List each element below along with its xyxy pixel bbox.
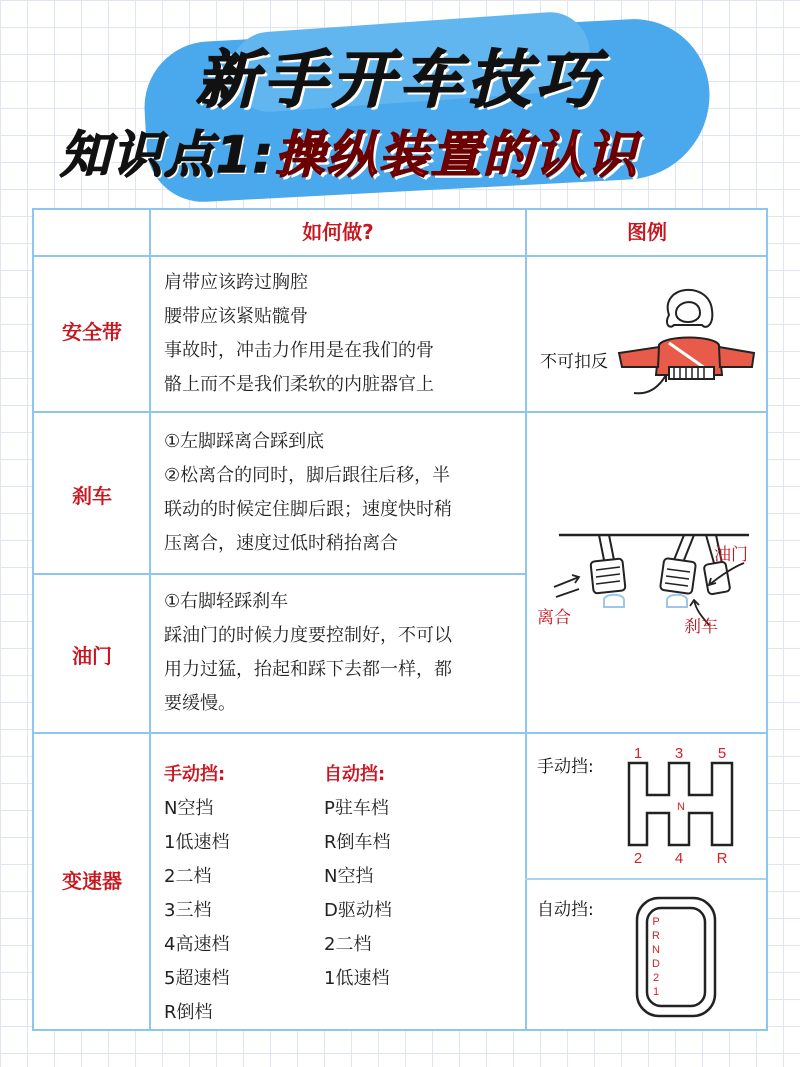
manual-shift-pattern-illustration — [624, 745, 739, 867]
brake-line: 联动的时候定住脚后跟；速度快时稍 — [164, 499, 452, 520]
brake-line: 压离合，速度过低时稍抬离合 — [164, 533, 398, 554]
manual-gear-item: N空挡 — [164, 798, 214, 819]
table-divider-row1 — [34, 411, 766, 413]
table-divider-row3 — [34, 732, 766, 734]
clutch-label: 离合 — [537, 608, 571, 628]
manual-gear-bottom-label: R — [716, 850, 728, 867]
auto-gear-letter: N — [652, 944, 660, 956]
auto-gear-item: R倒车档 — [324, 832, 391, 853]
table-divider-row2 — [34, 573, 525, 575]
manual-gear-center-label: N — [677, 801, 685, 813]
manual-gear-item: 3三档 — [164, 900, 212, 921]
manual-gear-top-label: 3 — [674, 745, 684, 762]
manual-gear-item: 2二档 — [164, 866, 212, 887]
auto-gear-item: P驻车档 — [324, 798, 389, 819]
row-label-brake: 刹车 — [72, 484, 112, 508]
auto-gear-letter: 1 — [652, 986, 660, 998]
auto-gear-letter: D — [652, 958, 660, 970]
seatbelt-person-illustration — [614, 275, 764, 400]
brake-line: ①左脚踩离合踩到底 — [164, 431, 325, 452]
manual-gear-top-label: 5 — [717, 745, 727, 762]
seatbelt-line: 腰带应该紧贴髋骨 — [164, 306, 308, 327]
page-title: 新手开车技巧 — [195, 43, 604, 116]
auto-shift-gate-illustration — [634, 895, 719, 1020]
header-how: 如何做? — [302, 220, 374, 244]
throttle-line: ①右脚轻踩刹车 — [164, 591, 289, 612]
seatbelt-line: 骼上而不是我们柔软的内脏器官上 — [164, 374, 434, 395]
auto-gear-letter: R — [652, 930, 660, 942]
brake-text — [164, 425, 524, 561]
auto-gear-item: N空挡 — [324, 866, 374, 887]
auto-gear-list — [324, 758, 504, 996]
auto-gear-item: 2二档 — [324, 934, 372, 955]
table-divider-col2 — [525, 210, 527, 1031]
manual-gear-top-label: 1 — [633, 745, 643, 762]
auto-gear-item: 1低速档 — [324, 968, 390, 989]
seatbelt-line: 事故时，冲击力作用是在我们的骨 — [164, 340, 434, 361]
manual-gear-title: 手动挡: — [164, 764, 226, 785]
manual-gear-item: R倒档 — [164, 1002, 213, 1023]
manual-gear-bottom-label: 2 — [633, 850, 643, 867]
seatbelt-line: 肩带应该跨过胸腔 — [164, 272, 308, 293]
knowledge-table — [32, 208, 768, 1031]
seatbelt-text — [164, 266, 524, 402]
auto-gear-title: 自动挡: — [324, 764, 386, 785]
figure-manual-label: 手动挡: — [537, 757, 594, 777]
throttle-line: 踩油门的时候力度要控制好，不可以 — [164, 625, 452, 646]
table-divider-gear-figures — [525, 878, 766, 880]
auto-gear-item: D驱动档 — [324, 900, 392, 921]
brake-label: 刹车 — [684, 617, 718, 637]
row-label-gearbox: 变速器 — [62, 869, 122, 893]
manual-gear-item: 4高速档 — [164, 934, 230, 955]
seatbelt-figure-label: 不可扣反 — [540, 352, 608, 372]
throttle-line: 要缓慢。 — [164, 693, 236, 714]
manual-gear-item: 5超速档 — [164, 968, 230, 989]
table-divider-header — [34, 255, 766, 257]
subtitle-prefix: 知识点1: — [60, 126, 275, 184]
auto-gear-letter: 2 — [652, 972, 660, 984]
auto-gear-letter: P — [652, 916, 660, 928]
manual-gear-bottom-label: 4 — [674, 850, 684, 867]
throttle-label: 油门 — [714, 545, 748, 565]
brake-line: ②松离合的同时，脚后跟往后移，半 — [164, 465, 451, 486]
title-area — [0, 0, 800, 205]
row-label-seatbelt: 安全带 — [62, 320, 122, 344]
manual-gear-list — [164, 758, 314, 1030]
page-subtitle — [60, 115, 780, 187]
header-figure: 图例 — [627, 220, 667, 244]
row-label-throttle: 油门 — [72, 644, 112, 668]
throttle-text — [164, 585, 524, 721]
manual-gear-item: 1低速档 — [164, 832, 230, 853]
throttle-line: 用力过猛，抬起和踩下去都一样，都 — [164, 659, 452, 680]
figure-auto-label: 自动挡: — [537, 900, 594, 920]
subtitle-highlight: 操纵装置的认识 — [274, 126, 639, 184]
